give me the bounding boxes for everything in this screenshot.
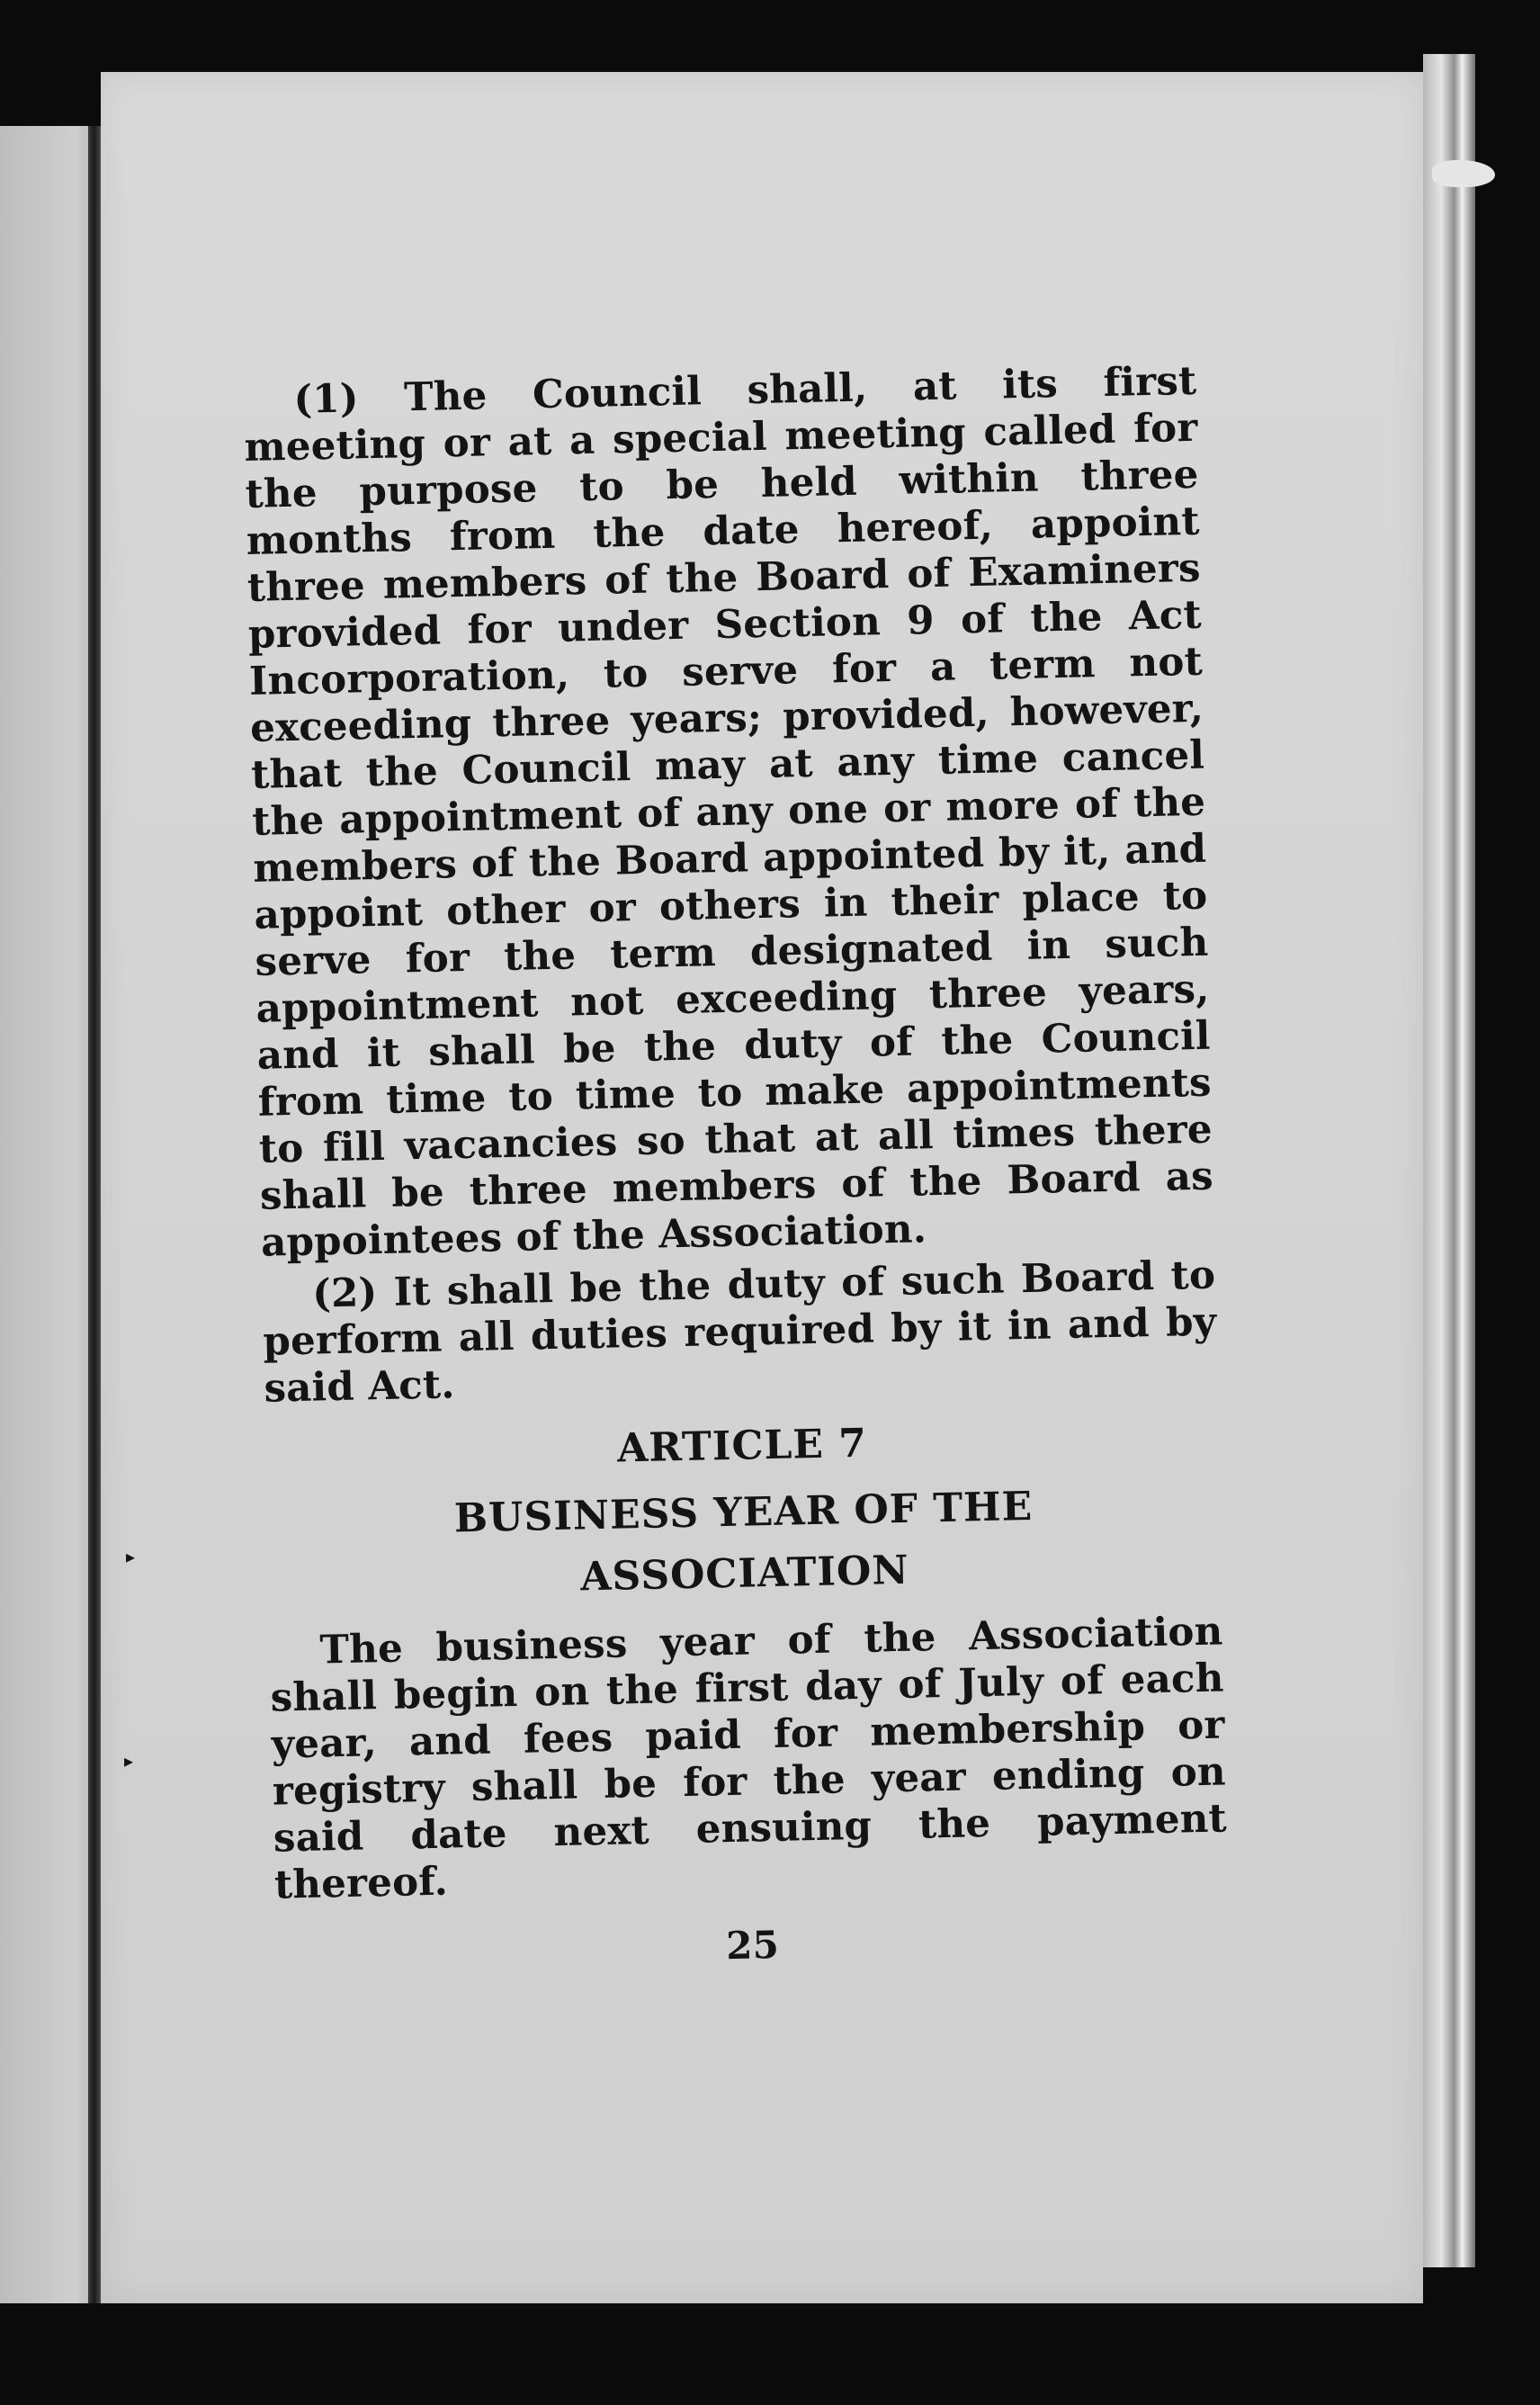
paper-tear [1432,160,1495,187]
article-paragraph: The business year of the Association shall begin on the first day of July of each year, and fees paid for membership or registry shall be for the year ending on said date next ensuing the payment thereof. [270,1608,1228,1908]
article-title-line-2: ASSOCIATION [579,1547,910,1601]
paragraph-1: (1) The Council shall, at its first meeting or at a special meeting called for the purpose to be held within three months from the date hereof, appoint three members of the Board of Examiners provided for under Section 9 of the Act Incorporation, to serve for a term not exceeding three years; provided, however, that the Council may at any time cancel the appointment of any one or more of the members of the Board appointed by it, and appoint other or others in their place to serve for the term designated in such appointment not exceeding three years, and it shall be the duty of the Council from time to time to make appointments to fill vacancies so that at all times there shall be three members of the Board as appointees of the Association. [244,357,1214,1266]
margin-mark: ▸ [126,1546,136,1567]
margin-mark: ▸ [124,1750,134,1772]
page-number: 25 [725,1922,780,1969]
book-gutter [88,126,101,2303]
page-text [243,358,1230,1979]
article-heading: ARTICLE 7 [616,1420,868,1472]
paragraph-2: (2) It shall be the duty of such Board to perform all duties required by it in and by said Act. [262,1252,1217,1412]
article-title-line-1: BUSINESS YEAR OF THE [453,1483,1034,1542]
page-stack-edge [1423,54,1475,2267]
